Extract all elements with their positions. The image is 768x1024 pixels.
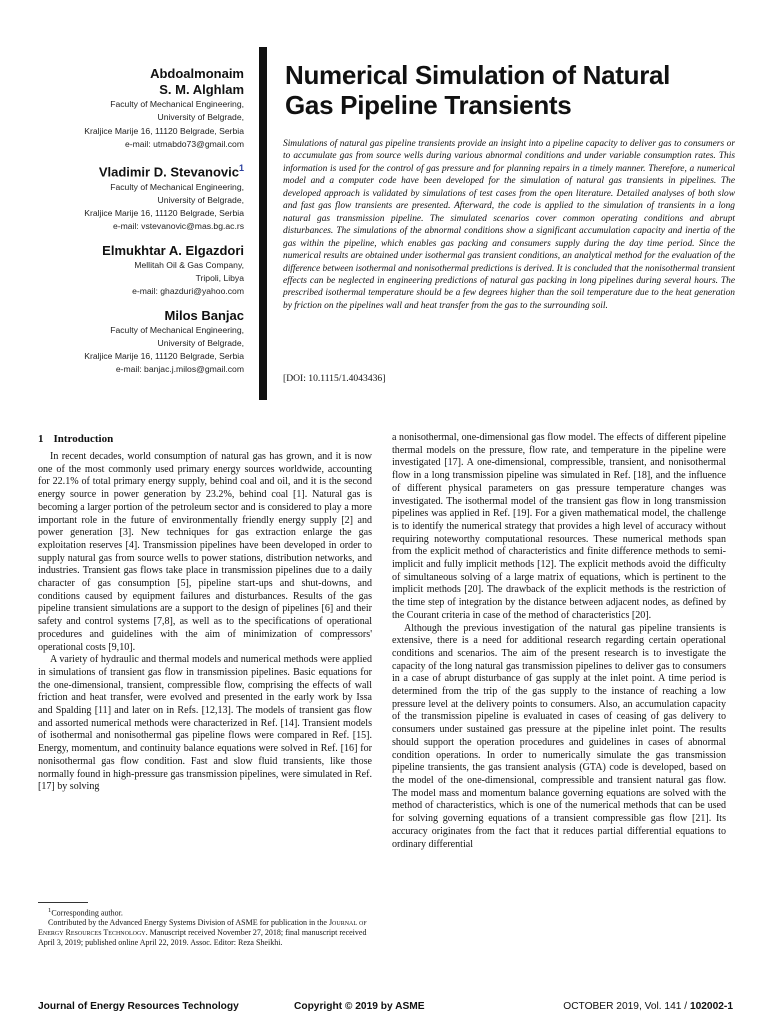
footnote-corresponding [38, 906, 372, 918]
affiliation-line: University of Belgrade, [157, 337, 244, 348]
author-block [38, 308, 244, 377]
author-email: e-mail: vstevanovic@mas.bg.ac.rs [113, 221, 244, 232]
abstract: Simulations of natural gas pipeline transients provide an insight into a pipeline capacity to deliver gas to consumers or to accumulate gas from source wells during various abnormal conditions and under variable consumption rates. This information is used for the control of gas pressure and for planning repairs in a timely manner. Therefore, a numerical model and a computer code have been developed for the simulation of natural gas transients in pipelines. The developed approach is validated by simulations of test cases from the open literature. Detailed analyses of both slow and fast gas flow transients are presented. Afterward, the code is applied to the simulation of transients in a long natural gas transmission pipeline. The simulated scenarios cover common operating conditions and abrupt disturbances. The simulations of the abnormal conditions show a significant accumulation capacity and inertia of the gas within the pipeline, which enables gas packing and consumers supply during the day time period. Since the numerical results are obtained under isothermal gas transient conditions, an analytical method for the evaluation of the difference between isothermal and nonisothermal predictions is derived. It is concluded that the nonisothermal transient effects can be neglected in engineering predictions of natural gas packing in long pipelines during several hours. The prescribed isothermal temperature should be a few degrees higher than the soil temperature due to the heat generation by friction on the pipelines wall and heat transfer from the gas to the surrounding soil. [283, 139, 735, 311]
author-email: e-mail: ghazduri@yahoo.com [132, 286, 244, 297]
footer-journal: Journal of Energy Resources Technology [38, 1001, 239, 1012]
footnote-submission [38, 918, 372, 947]
author-list [38, 66, 244, 386]
affiliation-line: Kraljice Marije 16, 11120 Belgrade, Serbia [84, 351, 244, 362]
author-name-line: S. M. Alghlam [159, 82, 244, 97]
affiliation-line: University of Belgrade, [157, 194, 244, 205]
footnote-marker: 1 [48, 907, 52, 914]
footnote-rule [38, 902, 88, 903]
footnote-corresponding-text: Corresponding author. [51, 908, 123, 918]
author-name [38, 160, 244, 180]
paper-title: Numerical Simulation of Natural Gas Pipeline Transients [285, 60, 671, 120]
vertical-divider [259, 47, 267, 400]
corresponding-author-marker: 1 [238, 163, 244, 174]
body-column-right [392, 432, 726, 851]
author-name: Elmukhtar A. Elgazdori [102, 242, 244, 258]
author-block [38, 243, 244, 299]
affiliation-line: Tripoli, Libya [195, 273, 244, 283]
author-block [38, 66, 244, 151]
author-name [38, 66, 244, 98]
affiliation-line: Faculty of Mechanical Engineering, [110, 99, 244, 109]
footer-copyright: Copyright © 2019 by ASME [294, 1001, 425, 1012]
affiliation-line: University of Belgrade, [157, 112, 244, 123]
doi: [DOI: 10.1115/1.4043436] [283, 373, 386, 384]
author-email: e-mail: banjac.j.milos@gmail.com [115, 364, 244, 375]
section-heading [38, 432, 372, 446]
author-block [38, 160, 244, 234]
author-name-line: Abdoalmonaim [150, 66, 244, 81]
affiliation-line: Faculty of Mechanical Engineering, [110, 181, 244, 192]
section-number: 1 [38, 433, 44, 445]
author-name: Milos Banjac [164, 307, 244, 323]
body-paragraph: A variety of hydraulic and thermal models and numerical methods were applied in simulations of transient gas flow in transmission pipelines. Basic equations for the one-dimensional, transient, compressible flow, comprising the effects of wall friction and heat transfer, were evolved and presented in the early work by Issa and Spalding [11] and later on in Refs. [12,13]. The models of transient gas flow and assorted numerical methods were characterized in Ref. [14]. Transient models of isothermal and nonisothermal gas pipeline flows were compared in Ref. [15]. Energy, momentum, and continuity balance equations were solved in Ref. [16] for nonisothermal gas flow condition. Fast and slow fluid transients, like those normally found in high-pressure gas transmission pipelines, were simulated in Ref. [17] by solving [38, 654, 372, 793]
footnote-journal: Journal of Energy Resources Technology [38, 918, 367, 938]
author-email: e-mail: utmabdo73@gmail.com [124, 138, 244, 149]
affiliation-line: Kraljice Marije 16, 11120 Belgrade, Serbia [84, 208, 244, 219]
body-paragraph: a nonisothermal, one-dimensional gas flow model. The effects of different pipeline thermal models on the pressure, flow rate, and temperature in the pipeline were investigated [17]. A one-dimensional, compressible, transient, and nonisothermal flow in a long transmission pipeline was simulated in Ref. [18], and the influence of different physical parameters on gas pressure temperature changes was investigated. The isothermal model of the transient gas flow in long transmission pipelines was applied in Ref. [19]. For a given mathematical model, the challenge is to identify the numerical strategy that provides a high level of accuracy without requiring noteworthy computational resources. These numerical methods span from the explicit method of characteristics and finite difference methods to semi-implicit and fully implicit methods [12]. The explicit methods avoid the difficulty of simultaneous solving of a large matrix of equations, which is pertinent to the implicit methods [20]. The drawback of the explicit methods is the restriction of the time step of integration by the distance between adjacent nodes, as defined by the Courant criteria in case of the method of characteristics [20]. [392, 432, 726, 621]
footnote-text: Contributed by the Advanced Energy Systems Division of ASME for publication in the [48, 918, 329, 928]
affiliation-line: Mellitah Oil & Gas Company, [134, 259, 244, 270]
footnote-text: . Manuscript received November 27, 2018; final manuscript received April 3, 2019; published online April 22, 2019. Assoc. Editor: Reza Sheikhi. [38, 928, 367, 948]
body-paragraph: In recent decades, world consumption of natural gas has grown, and it is now one of the most commonly used primary energy sources worldwide, accounting for 22.1% of total primary energy supply, behind coal and oil, and it is the second energy source in power generation by 23.2%, behind coal [1]. Natural gas is becoming a larger portion of the petroleum sector and is considered to play a more important role in the future of environmentally friendly energy supply [2] and power generation [3]. New techniques for gas extraction enlarge the gas exploitation reserves [4]. Transmission pipelines have been developed in order to supply natural gas from source wells to power stations, distribution networks, and industries. Transient gas flows take place in transmission pipelines due to a daily character of gas consumption [5], pipeline start-ups and shut-downs, and conditions caused by equipment failures and disturbances. Results of the gas pipeline transient simulations are a support to the design of pipelines [6] and their safety and control systems [7,8], as well as to the specifications of operational procedures and guidelines with the aim of minimization of compressors' operational costs [9,10]. [38, 451, 372, 653]
body-paragraph: Although the previous investigation of the natural gas pipeline transients is extensive, there is a need for additional research regarding certain operational conditions and scenarios. The aim of the present research is to investigate the capacity of the long natural gas transmission pipelines to deliver gas to consumers in a case of abrupt disturbance of gas supply at the inlet point. A time period is determined from the trip of the gas supply to the instance of reaching a low pressure level at the delivery points to consumers. Also, an accumulation capacity of the transmission pipeline is evaluated in cases of ceasing of gas delivery to consumers under sustained gas pressure at the pipeline inlet point. The results should support the operation procedures and guidelines in cases of abnormal condition operations. In order to numerically simulate the gas transmission pipeline transients, the gas transient analysis (GTA) code is developed, based on the model of the one-dimensional, compressible and transient natural gas flow. The model mass and momentum balance governing equations are solved with the method of characteristics, which is one of the numerical methods that can be used for solving governing equations of a transient compressible gas flow [21]. Its accuracy originates from the fact that it reduces partial differential equations to ordinary differential [392, 622, 726, 850]
footnote [38, 906, 372, 948]
affiliation-line: Faculty of Mechanical Engineering, [110, 324, 244, 335]
body-column-left [38, 432, 372, 794]
affiliation-line: Kraljice Marije 16, 11120 Belgrade, Serbia [84, 125, 244, 136]
section-title: Introduction [53, 433, 114, 445]
author-name-line: Vladimir D. Stevanovic [98, 164, 239, 180]
footer-issue-text: OCTOBER 2019, Vol. 141 / [563, 1001, 690, 1012]
footer-page-number: 102002-1 [689, 1001, 733, 1012]
footer-issue [563, 1001, 733, 1012]
